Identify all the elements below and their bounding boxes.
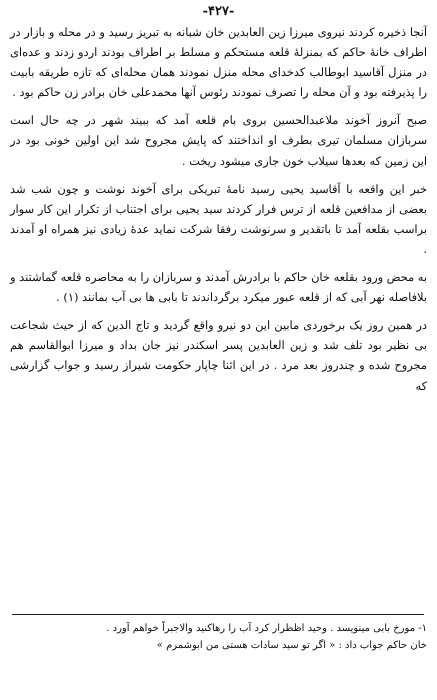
paragraph: آنجا ذخیره کردند نیروی میرزا زین العابدین خان شبانه به تبریز رسید و در محله و بازار در اطراف خانهٔ حاکم که بمنزلهٔ قلعه مستحکم و مسلط بر اطراف بودند اردو زدند و عده‌ای در منزل آقاسید ابوطالب کدخدای محله منزل نمودند همان محله‌ای که تازه طریقه بابیت را پذیرفته بود و آن محله را تصرف نمودند رئوس آنها محمدعلی خان برادر زن حاکم بود . (10, 25, 427, 100)
paragraph: صبح آنروز آخوند ملاعبدالحسین بروی بام قلعه آمد که ببیند شهر در چه حال است سربازان مسلمان تیری بطرف او انداختند که پایش مجروح شد این اولین خونی بود در این زمین که بعدها سیلاب خون جاری میشود ریخت . (10, 113, 427, 168)
footnote-divider (12, 614, 424, 615)
paragraph: خبر این واقعه با آقاسید یحیی رسید نامهٔ تبریکی برای آخوند نوشت و چون شب شد بعضی از مدافعین قلعه از ترس فرار کردند سید یحیی برای اجتناب از تکرار این کار سوار براسب بقلعه آمد تا باتقدیر و سرنوشت رفقا شرکت نماید عدهٔ زیادی نیز همراه او آمدند . (10, 181, 427, 256)
page-number: -۴۲۷- (202, 4, 235, 19)
main-text (10, 22, 427, 404)
footnote: ۱- مورخ بابی مینویسد . وحید اظطرار کرد آب را رهاکنید والاجبراً خواهم آورد . (106, 623, 427, 634)
paragraph: به محض ورود بقلعه خان حاکم با برادرش آمدند و سربازان را به محاصره قلعه گماشتند و بلافاصله نهر آبی که از قلعه عبور میکرد برگرداندند تا بابی ها بی آب بمانند (۱) . (9, 270, 427, 305)
paragraph: در همین روز یک برخوردی مابین این دو نیرو واقع گردید و تاج الدین که از حیث شجاعت بی نظیر بود تلف شد و زین العابدین پسر اسکندر نیز جان بداد و میرزا ابوالقاسم هم مجروح شده و چندروز بعد مرد . در این اثنا چاپار حکومت شیراز رسید و جواب گزارشی که (10, 318, 427, 393)
footnote: خان حاکم جواب داد : « اگر تو سید سادات هستی من ابوشمرم » (156, 640, 427, 651)
footnotes (10, 620, 427, 654)
